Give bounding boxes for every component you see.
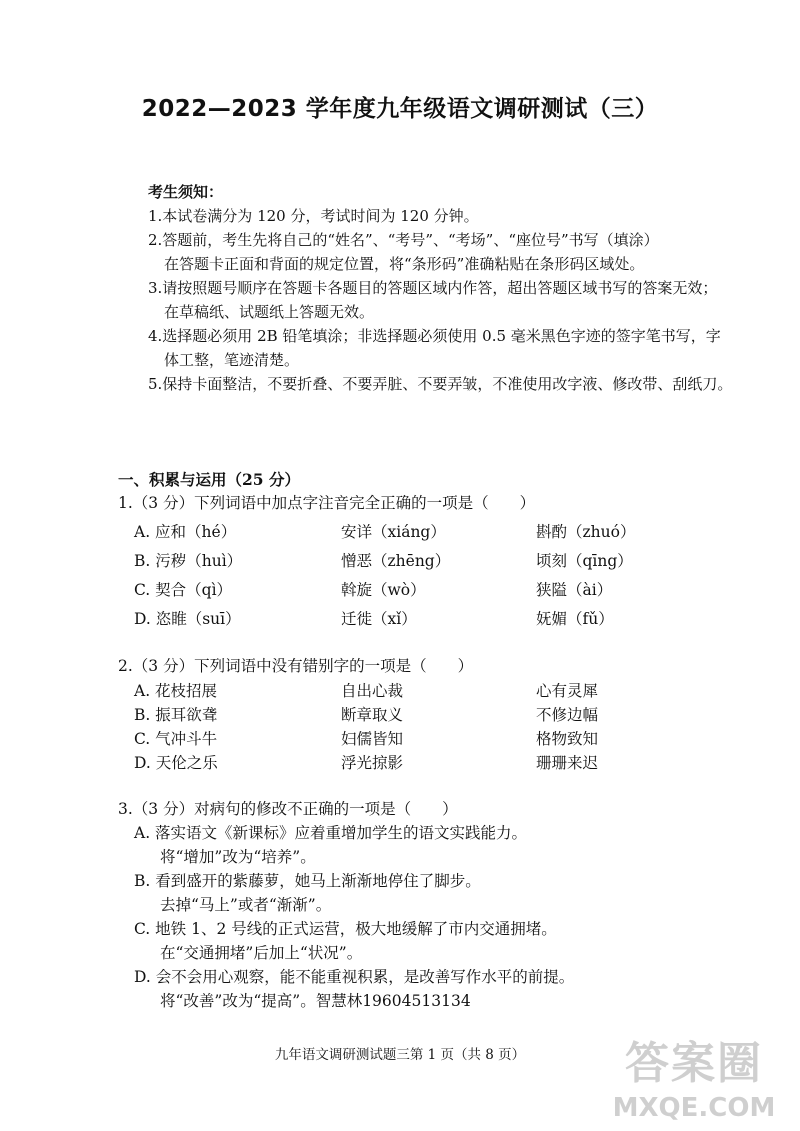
section-heading: 一、积累与运用（25 分）: [118, 470, 300, 489]
option-row: [118, 607, 758, 636]
question-2: [118, 654, 758, 775]
question-stem: 2.（3 分）下列词语中没有错别字的一项是（ ）: [118, 657, 474, 675]
question-stem: 3.（3 分）对病句的修改不正确的一项是（ ）: [118, 800, 458, 818]
option-word: 妇儒皆知: [341, 730, 404, 748]
option-sentence: C. 地铁 1、2 号线的正式运营，极大地缓解了市内交通拥堵。: [134, 920, 557, 938]
option-word: 狭隘（ài）: [536, 581, 613, 599]
notice-heading: 考生须知：: [148, 183, 224, 201]
option-row: [118, 727, 758, 751]
option-word: B. 污秽（huì）: [134, 552, 243, 570]
notice-line: 1.本试卷满分为 120 分，考试时间为 120 分钟。: [148, 207, 479, 225]
option-word: 斟酌（zhuó）: [536, 523, 636, 541]
option-fix: 在“交通拥堵”后加上“状况”。: [160, 944, 363, 962]
option-word: C. 气冲斗牛: [134, 730, 218, 748]
option-word: 浮光掠影: [341, 754, 404, 772]
notice-line: 4.选择题必须用 2B 铅笔填涂；非选择题必须使用 0.5 毫米黑色字迹的签字笔书写，字: [148, 327, 721, 345]
notice-line: 3.请按照题号顺序在答题卡各题目的答题区域内作答，超出答题区域书写的答案无效；: [148, 279, 718, 297]
option-row: [118, 549, 758, 578]
option-word: 斡旋（wò）: [341, 581, 426, 599]
option-word: 格物致知: [536, 730, 599, 748]
option-row: [118, 520, 758, 549]
question-stem: 1.（3 分）下列词语中加点字注音完全正确的一项是（ ）: [118, 494, 536, 512]
option-word: 顷刻（qīng）: [536, 552, 633, 570]
option-row: [118, 751, 758, 775]
watermark-text: 答案圈: [625, 1038, 763, 1089]
option-word: 心有灵犀: [536, 682, 599, 700]
option-word: A. 花枝招展: [134, 682, 218, 700]
watermark-logo: [604, 1027, 784, 1123]
notice-line: 在答题卡正面和背面的规定位置，将“条形码”准确粘贴在条形码区域处。: [164, 255, 645, 273]
option-word: 安详（xiáng）: [341, 523, 446, 541]
watermark-site: MXQE.COM: [612, 1093, 776, 1123]
option-word: 自出心裁: [341, 682, 404, 700]
option-word: 断章取义: [341, 706, 404, 724]
option-word: A. 应和（hé）: [134, 523, 237, 541]
notice-line: 5.保持卡面整洁，不要折叠、不要弄脏、不要弄皱，不准使用改字液、修改带、刮纸刀。: [148, 375, 733, 393]
option-fix: 将“增加”改为“培养”。: [160, 848, 316, 866]
option-word: 不修边幅: [536, 706, 599, 724]
exam-title: 2022—2023 学年度九年级语文调研测试（三）: [141, 96, 659, 122]
question-1: [118, 491, 758, 636]
option-sentence: A. 落实语文《新课标》应着重增加学生的语文实践能力。: [134, 824, 528, 842]
option-row: [118, 679, 758, 703]
notice-line: 在草稿纸、试题纸上答题无效。: [164, 303, 375, 321]
option-word: D. 恣睢（suī）: [134, 610, 241, 628]
option-fix: 去掉“马上”或者“渐渐”。: [160, 896, 332, 914]
option-word: 迁徙（xǐ）: [341, 610, 417, 628]
question-3: [118, 797, 758, 1013]
option-word: 憎恶（zhēng）: [341, 552, 451, 570]
option-fix: 将“改善”改为“提高”。智慧林19604513134: [160, 992, 471, 1010]
option-word: C. 契合（qì）: [134, 581, 233, 599]
option-word: 妩媚（fǔ）: [536, 610, 614, 628]
notice-line: 2.答题前，考生先将自己的“姓名”、“考号”、“考场”、“座位号”书写（填涂）: [148, 231, 659, 249]
notice-line: 体工整，笔迹清楚。: [164, 351, 300, 369]
page-footer: 九年语文调研测试题三第 1 页（共 8 页）: [274, 1047, 526, 1063]
option-word: 珊珊来迟: [536, 754, 599, 772]
option-word: D. 天伦之乐: [134, 754, 218, 772]
candidate-notice: [148, 180, 768, 396]
option-sentence: D. 会不会用心观察，能不能重视积累，是改善写作水平的前提。: [134, 968, 575, 986]
option-row: [118, 578, 758, 607]
option-word: B. 振耳欲聋: [134, 706, 218, 724]
option-sentence: B. 看到盛开的紫藤萝，她马上渐渐地停住了脚步。: [134, 872, 481, 890]
option-row: [118, 703, 758, 727]
